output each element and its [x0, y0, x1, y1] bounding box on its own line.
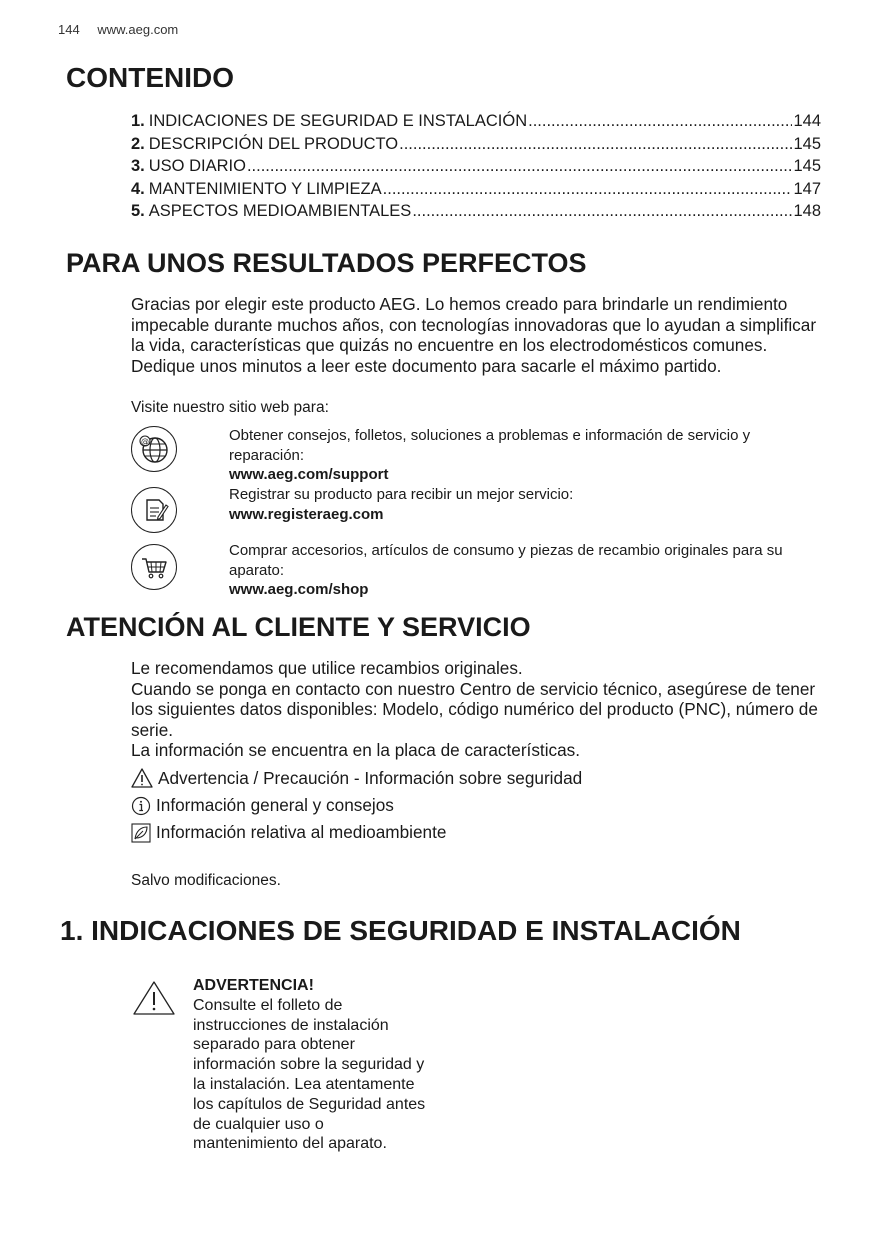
intro-paragraph: Gracias por elegir este producto AEG. Lo hemos creado para brindarle un rendimiento impecable durante muchos años, con tecnologías innovadoras que lo ayudan a simplificar la vida, características que quizás no encuentre en los electrodomésticos comunes. Dedique unos minutos a leer este documento para sacarle el máximo partido. [131, 294, 817, 376]
toc-leader-dots [247, 155, 793, 178]
site-url: www.aeg.com [97, 22, 179, 37]
toc-item-page: 144 [793, 112, 821, 130]
toc-item-page: 147 [793, 179, 821, 198]
contents-title: CONTENIDO [66, 62, 234, 93]
support-resource-text [229, 426, 819, 485]
warning-title: ADVERTENCIA! [193, 977, 314, 994]
modifications-note: Salvo modificaciones. [131, 872, 281, 889]
customer-service-title: ATENCIÓN AL CLIENTE Y SERVICIO [66, 612, 531, 642]
leaf-icon [131, 823, 151, 843]
legend-environment [131, 822, 446, 843]
legend-label: Información relativa al medioambiente [156, 822, 447, 842]
register-document-icon [131, 487, 177, 533]
warning-text: Consulte el folleto de instrucciones de instalación separado para obtener información sobre la seguridad y la instalación. Lea atentamente los capítulos de Seguridad antes de cualquier uso o mantenimiento del aparato. [193, 996, 426, 1153]
toc-item[interactable] [131, 133, 821, 156]
toc-item-label: MANTENIMIENTO Y LIMPIEZA [148, 179, 382, 198]
page-number: 144 [58, 22, 80, 37]
toc-item-page: 148 [793, 202, 821, 220]
info-icon [131, 796, 151, 816]
toc-item-page: 145 [793, 134, 821, 153]
shopping-cart-icon [131, 544, 177, 590]
warning-triangle-icon [132, 980, 176, 1021]
globe-icon [131, 426, 177, 472]
visit-website-text: Visite nuestro sitio web para: [131, 399, 329, 416]
support-resource [131, 424, 831, 483]
toc-item-page: 145 [793, 157, 821, 175]
perfect-results-title: PARA UNOS RESULTADOS PERFECTOS [66, 248, 587, 278]
toc-leader-dots [383, 178, 793, 201]
toc-item-label: INDICACIONES DE SEGURIDAD E INSTALACIÓN [148, 112, 528, 130]
toc-leader-dots [528, 110, 792, 133]
legend-warning [131, 767, 582, 789]
table-of-contents [131, 110, 821, 223]
warning-triangle-icon [131, 767, 153, 789]
legend-info [131, 795, 394, 816]
toc-item-number: 4. [131, 179, 145, 198]
toc-item[interactable] [131, 200, 821, 223]
toc-item-number: 5. [131, 202, 145, 220]
resource-description: Comprar accesorios, artículos de consumo y piezas de recambio originales para su aparato: [229, 542, 783, 579]
register-link[interactable]: www.registeraeg.com [229, 505, 384, 523]
toc-item[interactable] [131, 110, 821, 133]
toc-item[interactable] [131, 155, 821, 178]
toc-leader-dots [399, 133, 792, 156]
shop-resource-text [229, 541, 819, 600]
section-1-title: 1. INDICACIONES DE SEGURIDAD E INSTALACIÓN [60, 915, 741, 946]
toc-item-label: DESCRIPCIÓN DEL PRODUCTO [148, 134, 399, 153]
toc-item-number: 2. [131, 134, 145, 153]
toc-item[interactable] [131, 178, 821, 201]
toc-item-number: 3. [131, 157, 145, 175]
resource-description: Registrar su producto para recibir un mejor servicio: [229, 486, 574, 503]
support-link[interactable]: www.aeg.com/support [229, 466, 389, 483]
resource-description: Obtener consejos, folletos, soluciones a problemas e información de servicio y reparación: [229, 427, 751, 464]
shop-link[interactable]: www.aeg.com/shop [229, 581, 369, 598]
toc-leader-dots [412, 200, 792, 223]
register-resource-text [229, 485, 819, 524]
register-resource [131, 486, 831, 536]
toc-item-number: 1. [131, 112, 145, 130]
toc-item-label: ASPECTOS MEDIOAMBIENTALES [148, 202, 412, 220]
warning-block [193, 976, 433, 1154]
page-header [58, 22, 178, 37]
toc-item-label: USO DIARIO [148, 157, 246, 175]
legend-label: Información general y consejos [156, 795, 394, 815]
legend-label: Advertencia / Precaución - Información sobre seguridad [158, 767, 583, 788]
customer-service-text: Le recomendamos que utilice recambios originales. Cuando se ponga en contacto con nuestro Centro de servicio técnico, asegúrese de tener los siguientes datos disponibles: Modelo, código numérico del producto (PNC), número de serie. La información se encuentra en la placa de características. [131, 658, 818, 761]
svg-text:@: @ [141, 436, 149, 446]
shop-resource [131, 542, 831, 598]
